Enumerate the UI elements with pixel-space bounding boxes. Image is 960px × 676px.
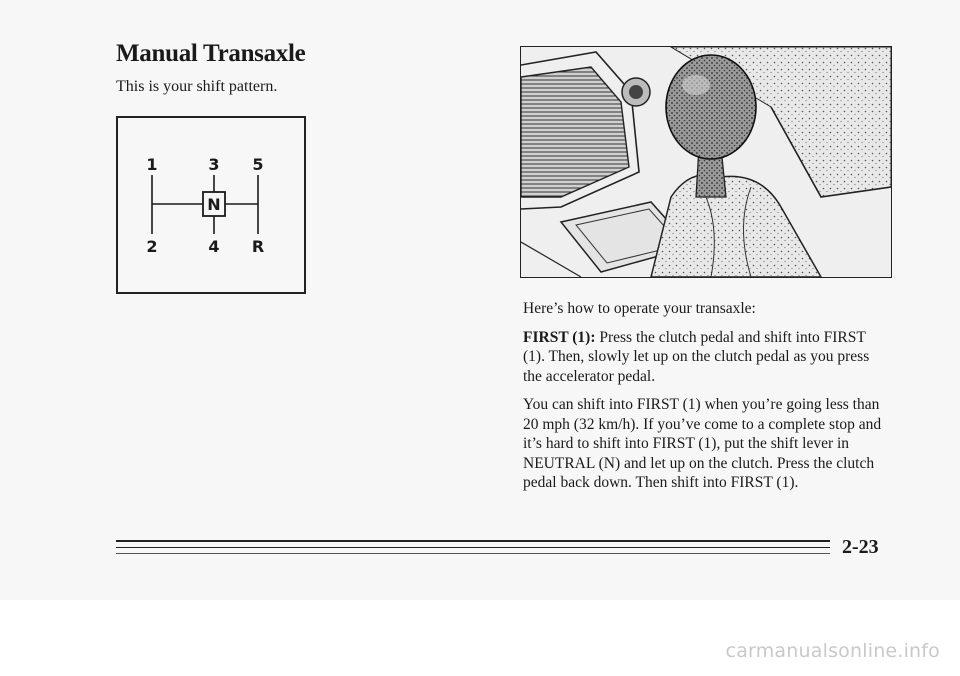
gear-reverse-label: R bbox=[251, 237, 265, 256]
gear-5-label: 5 bbox=[252, 155, 264, 174]
first-gear-label: FIRST (1): bbox=[523, 328, 596, 346]
page-subtitle: This is your shift pattern. bbox=[116, 78, 278, 95]
page-number: 2-23 bbox=[842, 536, 879, 558]
page-title: Manual Transaxle bbox=[116, 40, 306, 67]
site-watermark: carmanualsonline.info bbox=[725, 640, 940, 662]
gear-3-label: 3 bbox=[208, 155, 220, 174]
first-gear-text: Press the clutch pedal and shift into FIRST (1). Then, slowly let up on the clutch pedal as you press the accelerator pedal. bbox=[523, 328, 870, 385]
footer-rule bbox=[116, 540, 830, 542]
first-gear-paragraph bbox=[523, 328, 883, 387]
neutral-label: N bbox=[207, 195, 221, 214]
shift-lever-illustration bbox=[520, 46, 892, 278]
footer-rule bbox=[116, 547, 830, 548]
low-speed-paragraph: You can shift into FIRST (1) when you’re going less than 20 mph (32 km/h). If you’ve come to a complete stop and it’s hard to shift into FIRST (1), put the shift lever in NEUTRAL (N) and let up on the clutch. Press the clutch pedal back down. Then shift into FIRST (1). bbox=[523, 396, 882, 491]
instructions bbox=[523, 299, 883, 502]
intro-paragraph: Here’s how to operate your transaxle: bbox=[523, 300, 756, 317]
gear-1-label: 1 bbox=[146, 155, 158, 174]
footer-rule bbox=[116, 553, 830, 554]
gear-2-label: 2 bbox=[146, 237, 158, 256]
shift-pattern-diagram bbox=[116, 116, 306, 294]
gear-4-label: 4 bbox=[208, 237, 220, 256]
